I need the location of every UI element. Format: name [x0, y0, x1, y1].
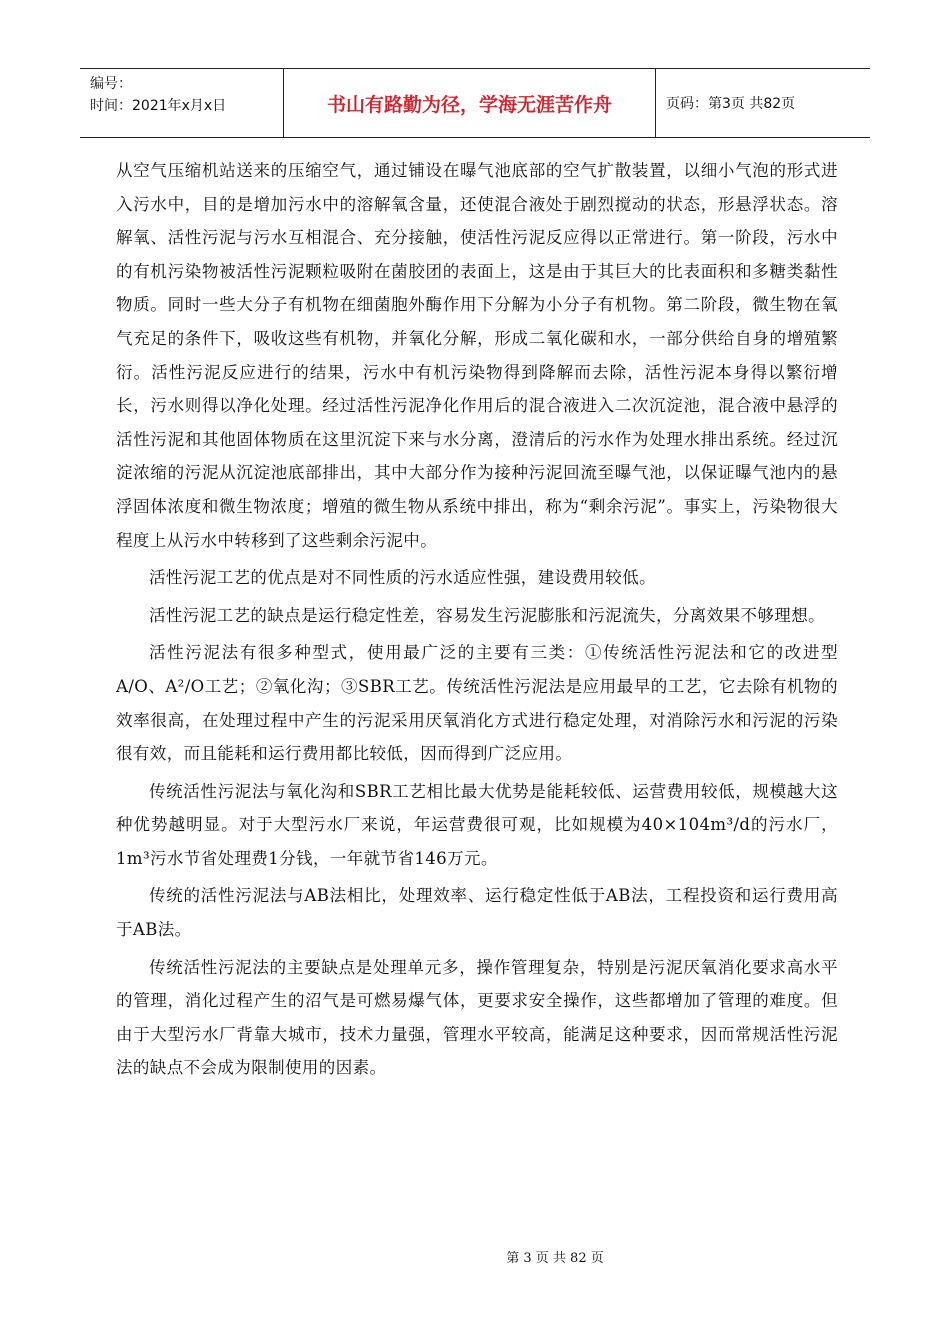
- header-motto: 书山有路勤为径，学海无涯苦作舟: [284, 69, 656, 137]
- document-body: [116, 154, 838, 1085]
- header-meta: [80, 69, 284, 137]
- header-page-code: 页码：第3页 共82页: [666, 96, 796, 112]
- paragraph: 活性污泥法有很多种型式，使用最广泛的主要有三类：①传统活性污泥法和它的改进型A/O、A²/O工艺；②氧化沟；③SBR工艺。传统活性污泥法是应用最早的工艺，它去除有机物的效率很高，在处理过程中产生的污泥采用厌氧消化方式进行稳定处理，对消除污水和污泥的污染很有效，而且能耗和运行费用都比较低，因而得到广泛应用。: [116, 643, 838, 764]
- paragraph: 传统的活性污泥法与AB法相比，处理效率、运行稳定性低于AB法，工程投资和运行费用高于AB法。: [116, 886, 838, 940]
- paragraph: 传统活性污泥法与氧化沟和SBR工艺相比最大优势是能耗较低、运营费用较低，规模越大这种优势越明显。对于大型污水厂来说，年运营费很可观，比如规模为40×104m³/d的污水厂，1m³污水节省处理费1分钱，一年就节省146万元。: [116, 781, 838, 868]
- page-header: [80, 68, 870, 138]
- paragraph: 从空气压缩机站送来的压缩空气，通过铺设在曝气池底部的空气扩散装置，以细小气泡的形式进入污水中，目的是增加污水中的溶解氧含量，还使混合液处于剧烈搅动的状态，形悬浮状态。溶解氧、活性污泥与污水互相混合、充分接触，使活性污泥反应得以正常进行。第一阶段，污水中的有机污染物被活性污泥颗粒吸附在菌胶团的表面上，这是由于其巨大的比表面积和多糖类黏性物质。同时一些大分子有机物在细菌胞外酶作用下分解为小分子有机物。第二阶段，微生物在氧气充足的条件下，吸收这些有机物，并氧化分解，形成二氧化碳和水，一部分供给自身的增殖繁衍。活性污泥反应进行的结果，污水中有机污染物得到降解而去除，活性污泥本身得以繁衍增长，污水则得以净化处理。经过活性污泥净化作用后的混合液进入二次沉淀池，混合液中悬浮的活性污泥和其他固体物质在这里沉淀下来与水分离，澄清后的污水作为处理水排出系统。经过沉淀浓缩的污泥从沉淀池底部排出，其中大部分作为接种污泥回流至曝气池，以保证曝气池内的悬浮固体浓度和微生物浓度；增殖的微生物从系统中排出，称为“剩余污泥”。事实上，污染物很大程度上从污水中转移到了这些剩余污泥中。: [116, 161, 838, 550]
- footer-page-number: 第 3 页 共 82 页: [506, 1251, 604, 1266]
- paragraph: 传统活性污泥法的主要缺点是处理单元多，操作管理复杂，特别是污泥厌氧消化要求高水平的管理，消化过程产生的沼气是可燃易爆气体，更要求安全操作，这些都增加了管理的难度。但由于大型污水厂背靠大城市，技术力量强，管理水平较高，能满足这种要求，因而常规活性污泥法的缺点不会成为限制使用的因素。: [116, 957, 838, 1078]
- document-number-label: 编号：: [90, 76, 132, 92]
- document-date: 时间：2021年x月x日: [90, 98, 227, 114]
- page-footer: [0, 1247, 950, 1266]
- paragraph: 活性污泥工艺的优点是对不同性质的污水适应性强，建设费用较低。: [149, 568, 656, 588]
- paragraph: 活性污泥工艺的缺点是运行稳定性差，容易发生污泥膨胀和污泥流失，分离效果不够理想。: [149, 605, 825, 625]
